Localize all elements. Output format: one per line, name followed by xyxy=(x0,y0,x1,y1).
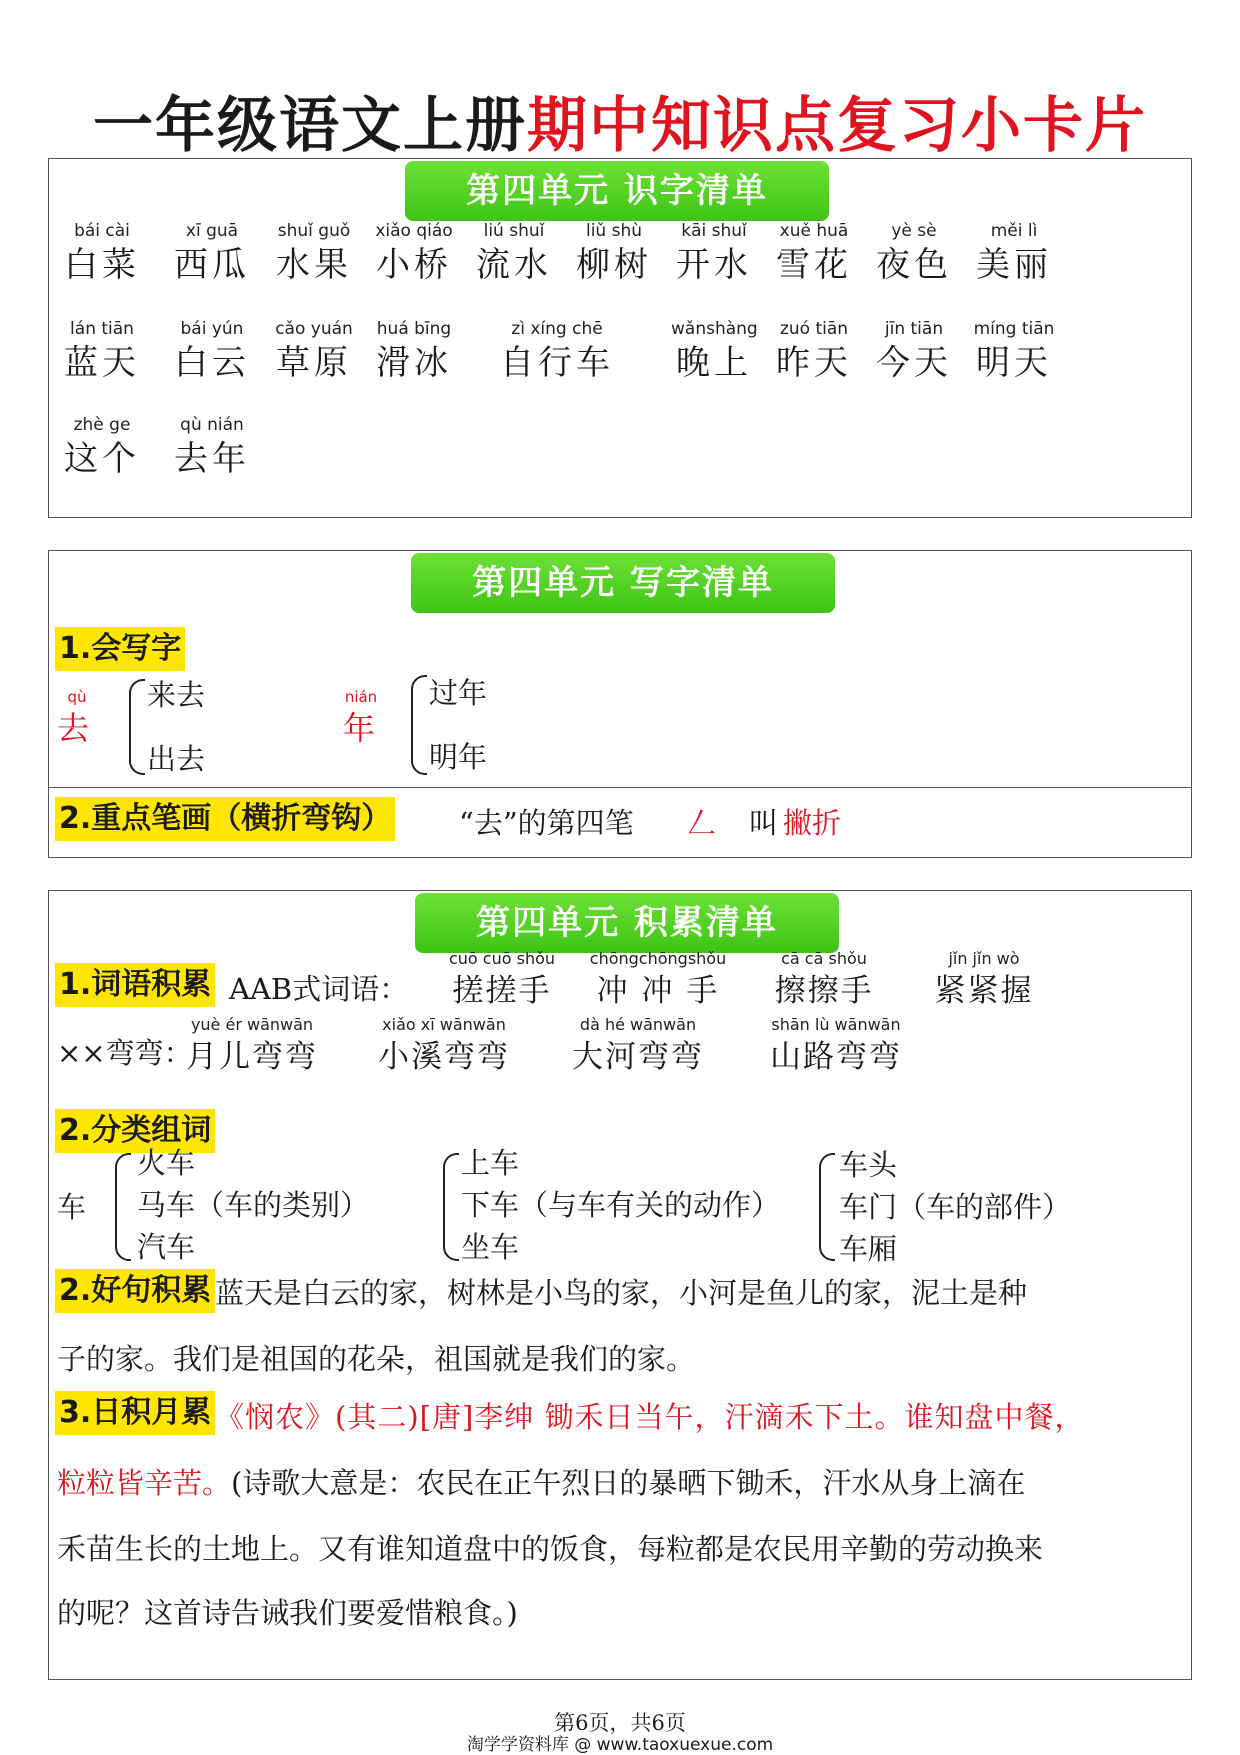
group2-brace xyxy=(443,1153,459,1261)
word-hanzi: 开水 xyxy=(676,245,752,285)
phrase-hanzi: 冲 冲 手 xyxy=(596,973,720,1009)
word-pinyin: xī guā xyxy=(185,221,239,241)
word-pinyin: cǎo yuán xyxy=(275,319,353,339)
classify-root: 车 xyxy=(57,1190,87,1224)
word-hanzi: 柳树 xyxy=(576,245,652,285)
char2-hanzi: 年 xyxy=(343,709,380,747)
group1-brace xyxy=(115,1153,131,1261)
word-pinyin: xiǎo qiáo xyxy=(375,221,453,241)
word-hanzi: 美丽 xyxy=(976,245,1052,285)
group3-a: 车头 xyxy=(839,1148,898,1182)
stroke-glyph-icon: 𠃋 xyxy=(687,806,717,840)
word-hanzi: 晚上 xyxy=(676,343,752,383)
group2-b: 下车（与车有关的动作） xyxy=(461,1188,781,1222)
page-title xyxy=(0,78,1240,164)
word-hanzi: 今天 xyxy=(876,343,952,383)
word-hanzi: 明天 xyxy=(976,343,1052,383)
char1-hanzi: 去 xyxy=(57,709,94,747)
poem-line2 xyxy=(57,1461,1025,1502)
word-pinyin: bái cài xyxy=(74,221,130,241)
card-recognize-words xyxy=(48,158,1192,518)
char2-word1: 过年 xyxy=(429,676,488,710)
word-pinyin: liú shuǐ xyxy=(483,221,545,241)
poem-red2: 粒粒皆辛苦。 xyxy=(57,1466,232,1500)
word-hanzi: 滑冰 xyxy=(376,343,452,383)
poem-exp1: (诗歌大意是：农民在正午烈日的暴晒下锄禾，汗水从身上滴在 xyxy=(231,1466,1026,1500)
phrase-pinyin: yuè ér wānwān xyxy=(190,1015,314,1034)
xx-prefix: ××弯弯： xyxy=(57,1036,193,1070)
word-hanzi: 西瓜 xyxy=(174,245,250,285)
word-pinyin: zuó tiān xyxy=(779,319,849,339)
word-pinyin: míng tiān xyxy=(973,319,1055,339)
stroke-call: 叫 xyxy=(749,806,779,840)
label-sentences: 2.好句积累 xyxy=(55,1269,215,1313)
phrase-pinyin: cā cā shǒu xyxy=(781,949,867,968)
word-pinyin: yè sè xyxy=(891,221,937,241)
group1-c: 汽车 xyxy=(137,1230,196,1264)
poem-exp2: 禾苗生长的土地上。又有谁知道盘中的饭食，每粒都是农民用辛勤的劳动换来 xyxy=(57,1532,1044,1566)
char1-word2: 出去 xyxy=(147,742,206,776)
group2-c: 坐车 xyxy=(461,1230,520,1264)
phrase-pinyin: cuō cuō shǒu xyxy=(448,949,556,968)
phrase-pinyin: xiǎo xī wānwān xyxy=(382,1015,506,1034)
title-red: 期中知识点复习小卡片 xyxy=(527,91,1147,161)
word-pinyin: liǔ shù xyxy=(585,221,643,241)
phrase-hanzi: 山路弯弯 xyxy=(770,1039,902,1075)
card2-divider xyxy=(49,787,1191,788)
label-vocab: 1.词语积累 xyxy=(55,963,215,1007)
word-hanzi: 昨天 xyxy=(776,343,852,383)
word-hanzi: 小桥 xyxy=(376,245,452,285)
phrase-hanzi: 搓搓手 xyxy=(452,973,552,1009)
word-pinyin: kāi shuǐ xyxy=(681,221,747,241)
word-pinyin: huá bīng xyxy=(376,319,452,339)
card-accumulate xyxy=(48,890,1192,1680)
stroke-name: 撇折 xyxy=(783,806,842,840)
word-hanzi: 水果 xyxy=(276,245,352,285)
char1-pinyin: qù xyxy=(67,688,87,706)
word-hanzi: 流水 xyxy=(476,245,552,285)
card1-banner: 第四单元 识字清单 xyxy=(405,161,829,221)
phrase-pinyin: jǐn jǐn wò xyxy=(948,949,1020,968)
site-credit: 淘学学资料库 @ www.taoxuexue.com xyxy=(466,1735,774,1755)
word-pinyin: měi lì xyxy=(990,221,1038,241)
char2-pinyin: nián xyxy=(344,688,378,706)
label-classify: 2.分类组词 xyxy=(55,1109,215,1153)
page-number: 第6页，共6页 xyxy=(554,1711,686,1735)
poem-line1: 《悯农》(其二)[唐]李绅 锄禾日当午，汗滴禾下土。谁知盘中餐， xyxy=(215,1400,1085,1434)
word-hanzi: 去年 xyxy=(174,439,250,479)
group2-a: 上车 xyxy=(461,1146,520,1180)
phrase-hanzi: 擦擦手 xyxy=(774,973,874,1009)
title-black: 一年级语文上册 xyxy=(93,91,527,161)
phrase-hanzi: 紧紧握 xyxy=(934,973,1034,1009)
card3-banner: 第四单元 积累清单 xyxy=(415,893,839,953)
stroke-text: “去”的第四笔 xyxy=(459,806,634,840)
char2-word2: 明年 xyxy=(429,740,488,774)
word-pinyin: zhè ge xyxy=(73,415,131,435)
phrase-pinyin: chōngchōngshǒu xyxy=(589,949,727,968)
phrase-hanzi: 小溪弯弯 xyxy=(378,1039,510,1075)
group3-b: 车门（车的部件） xyxy=(839,1190,1072,1224)
word-pinyin: bái yún xyxy=(180,319,244,339)
char1-word1: 来去 xyxy=(147,678,206,712)
word-pinyin: jīn tiān xyxy=(884,319,944,339)
phrase-hanzi: 大河弯弯 xyxy=(572,1039,704,1075)
phrase-pinyin: shān lù wānwān xyxy=(771,1015,901,1034)
word-pinyin: shuǐ guǒ xyxy=(277,221,351,241)
word-pinyin: lán tiān xyxy=(70,319,134,339)
group1-b: 马车（车的类别） xyxy=(137,1188,370,1222)
word-pinyin: zì xíng chē xyxy=(511,319,603,339)
poem-exp3: 的呢？这首诗告诫我们要爱惜粮食。) xyxy=(57,1596,518,1630)
word-pinyin: wǎnshàng xyxy=(671,319,758,339)
word-pinyin: qù nián xyxy=(180,415,244,435)
word-hanzi: 雪花 xyxy=(776,245,852,285)
word-hanzi: 蓝天 xyxy=(64,343,140,383)
label-write-chars: 1.会写字 xyxy=(55,627,185,671)
char1-brace xyxy=(129,679,145,775)
word-hanzi: 夜色 xyxy=(876,245,952,285)
group1-a: 火车 xyxy=(137,1146,196,1180)
card2-banner: 第四单元 写字清单 xyxy=(411,553,835,613)
word-hanzi: 草原 xyxy=(276,343,352,383)
char2-brace xyxy=(411,675,427,775)
label-daily: 3.日积月累 xyxy=(55,1391,215,1435)
card-write-words xyxy=(48,550,1192,858)
sentence-line2: 子的家。我们是祖国的花朵，祖国就是我们的家。 xyxy=(57,1342,696,1376)
aab-prefix: AAB式词语： xyxy=(229,972,409,1006)
word-pinyin: xuě huā xyxy=(779,221,849,241)
word-hanzi: 这个 xyxy=(64,439,140,479)
phrase-pinyin: dà hé wānwān xyxy=(579,1015,697,1034)
group3-c: 车厢 xyxy=(839,1232,898,1266)
sentence-line1: 蓝天是白云的家，树林是小鸟的家，小河是鱼儿的家，泥土是种 xyxy=(215,1276,1028,1310)
word-hanzi: 白菜 xyxy=(64,245,140,285)
label-key-stroke: 2.重点笔画（横折弯钩） xyxy=(55,797,395,841)
phrase-hanzi: 月儿弯弯 xyxy=(186,1039,318,1075)
word-hanzi: 白云 xyxy=(174,343,250,383)
group3-brace xyxy=(819,1153,835,1261)
word-hanzi: 自行车 xyxy=(500,343,614,383)
